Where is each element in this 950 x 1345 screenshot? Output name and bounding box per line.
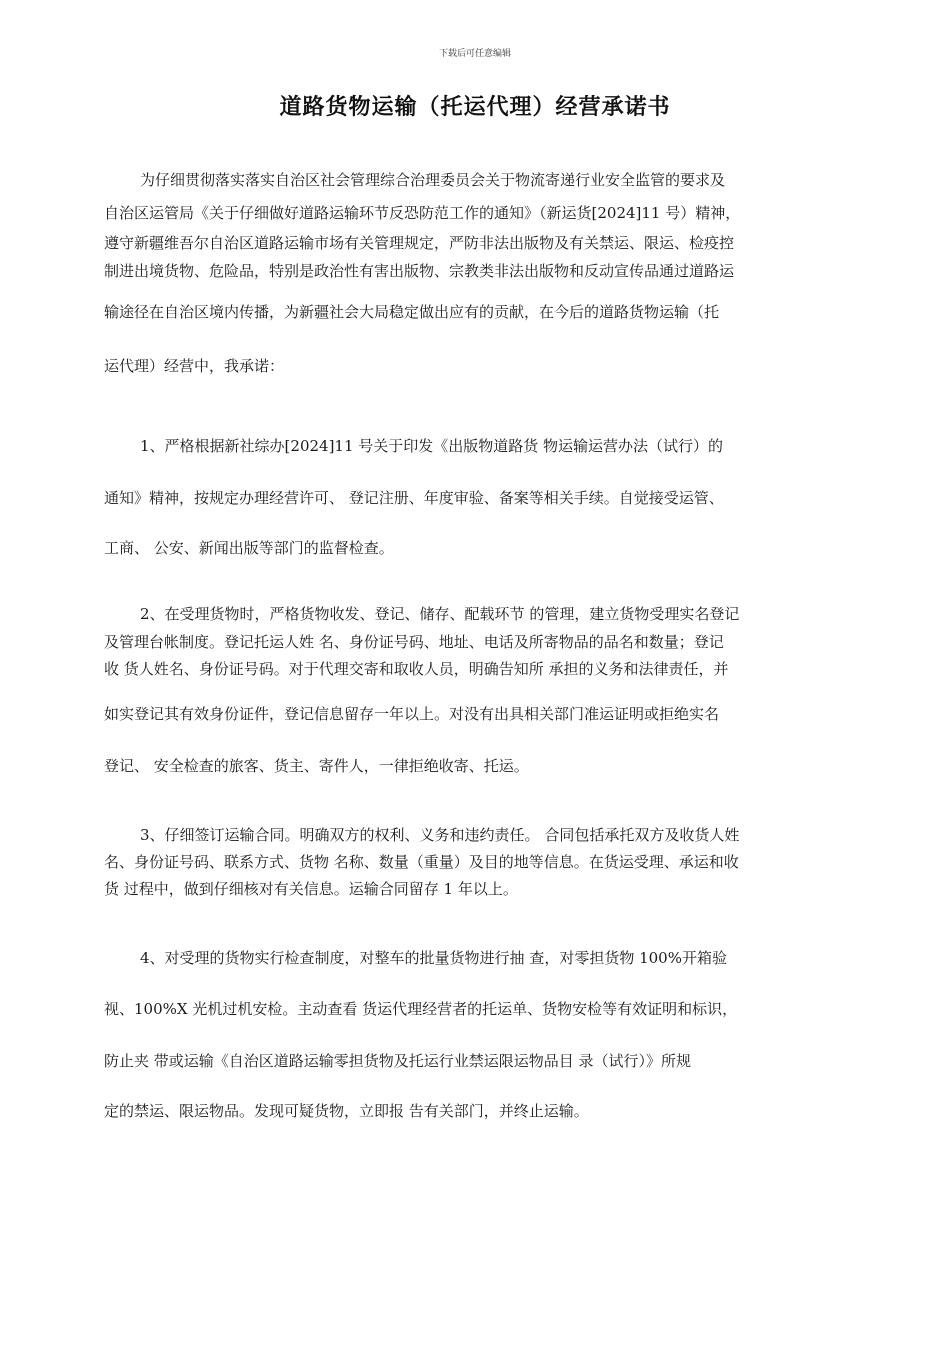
item2-line: 收 货人姓名、身份证号码。对于代理交寄和取收人员，明确告知所 承担的义务和法律责任，并 bbox=[104, 660, 729, 678]
document-title: 道路货物运输（托运代理）经营承诺书 bbox=[279, 95, 671, 120]
item2-line: 如实登记其有效身份证件，登记信息留存一年以上。对没有出具相关部门准运证明或拒绝实名 bbox=[104, 705, 720, 723]
intro-line: 遵守新疆维吾尔自治区道路运输市场有关管理规定，严防非法出版物及有关禁运、限运、检疫控 bbox=[104, 234, 735, 252]
item1-line: 工商、 公安、新闻出版等部门的监督检查。 bbox=[104, 539, 394, 557]
item2-line: 2、在受理货物时，严格货物收发、登记、储存、配载环节 的管理，建立货物受理实名登记 bbox=[140, 605, 740, 623]
item4-line: 定的禁运、限运物品。发现可疑货物，立即报 告有关部门，并终止运输。 bbox=[104, 1102, 589, 1120]
item2-line: 及管理台帐制度。登记托运人姓 名、身份证号码、地址、电话及所寄物品的品名和数量；登记 bbox=[104, 633, 724, 651]
item3-line: 名、身份证号码、联系方式、货物 名称、数量（重量）及目的地等信息。在货运受理、承运和收 bbox=[104, 853, 739, 871]
item3-line: 3、仔细签订运输合同。明确双方的权利、义务和违约责任。 合同包括承托双方及收货人姓 bbox=[140, 826, 740, 844]
item4-line: 视、100%X 光机过机安检。主动查看 货运代理经营者的托运单、货物安检等有效证明和标识， bbox=[104, 1000, 738, 1018]
intro-line: 运代理）经营中，我承诺： bbox=[104, 357, 285, 375]
item4-line: 防止夹 带或运输《自治区道路运输零担货物及托运行业禁运限运物品目 录（试行）》所规 bbox=[104, 1052, 692, 1070]
intro-line: 制进出境货物、危险品，特别是政治性有害出版物、宗教类非法出版物和反动宣传品通过道路运 bbox=[104, 262, 735, 280]
header-note: 下载后可任意编辑 bbox=[438, 49, 511, 59]
intro-line: 输途径在自治区境内传播，为新疆社会大局稳定做出应有的贡献，在今后的道路货物运输（托 bbox=[104, 303, 720, 321]
item2-line: 登记、 安全检查的旅客、货主、寄件人，一律拒绝收寄、托运。 bbox=[104, 757, 529, 775]
item1-line: 通知》精神，按规定办理经营许可、 登记注册、年度审验、备案等相关手续。自觉接受运管、 bbox=[104, 489, 724, 507]
item1-line: 1、严格根据新社综办[2024]11 号关于印发《出版物道路货 物运输运营办法（试行）的 bbox=[140, 437, 724, 455]
intro-line: 为仔细贯彻落实落实自治区社会管理综合治理委员会关于物流寄递行业安全监管的要求及 bbox=[140, 171, 726, 189]
item3-line: 货 过程中，做到仔细核对有关信息。运输合同留存 1 年以上。 bbox=[104, 880, 518, 898]
item4-line: 4、对受理的货物实行检查制度，对整车的批量货物进行抽 查，对零担货物 100%开箱验 bbox=[140, 949, 727, 967]
intro-line: 自治区运管局《关于仔细做好道路运输环节反恐防范工作的通知》（新运货[2024]11 号）精神， bbox=[104, 204, 741, 222]
